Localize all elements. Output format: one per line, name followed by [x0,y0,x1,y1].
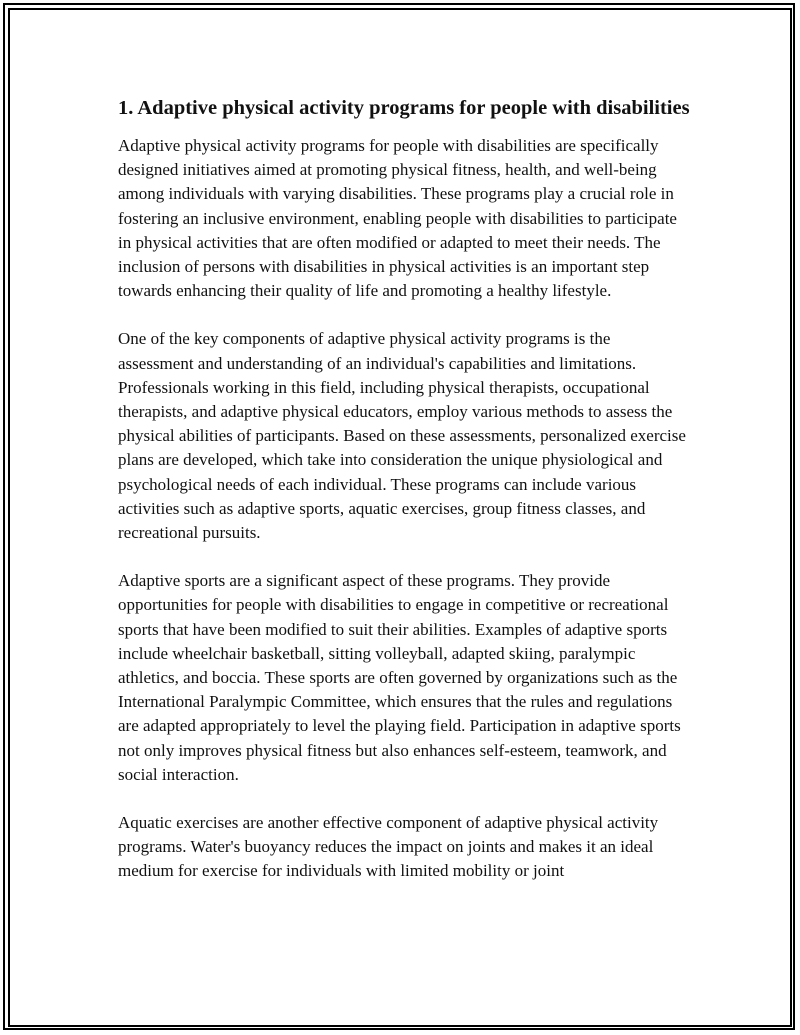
document-body [118,94,690,908]
section-heading: 1. Adaptive physical activity programs for people with disabilities [118,97,690,119]
paragraph-adaptive-sports: Adaptive sports are a significant aspect of these programs. They provide opportunities for people with disabilities to engage in competitive or recreational sports that have been modified to suit their abilities. Examples of adaptive sports include wheelchair basketball, sitting volleyball, adapted skiing, paralympic athletics, and boccia. These sports are often governed by organizations such as the International Paralympic Committee, which ensures that the rules and regulations are adapted appropriately to level the playing field. Participation in adaptive sports not only improves physical fitness but also enhances self-esteem, teamwork, and social interaction. [118,571,681,784]
paragraph-aquatic-exercises: Aquatic exercises are another effective component of adaptive physical activity programs. Water's buoyancy reduces the impact on joints and makes it an ideal medium for exercise for individuals with limited mobility or joint [118,813,659,881]
paragraph-assessment: One of the key components of adaptive physical activity programs is the assessment and understanding of an individual's capabilities and limitations. Professionals working in this field, including physical therapists, occupational therapists, and adaptive physical educators, employ various methods to assess the physical abilities of participants. Based on these assessments, personalized exercise plans are developed, which take into consideration the unique physiological and psychological needs of each individual. These programs can include various activities such as adaptive sports, aquatic exercises, group fitness classes, and recreational pursuits. [118,329,686,543]
paragraph-intro: Adaptive physical activity programs for people with disabilities are specifically designed initiatives aimed at promoting physical fitness, health, and well-being among individuals with varying disabilities. These programs play a crucial role in fostering an inclusive environment, enabling people with disabilities to participate in physical activities that are often modified or adapted to meet their needs. The inclusion of persons with disabilities in physical activities is an important step towards enhancing their quality of life and promoting a healthy lifestyle. [118,136,677,301]
